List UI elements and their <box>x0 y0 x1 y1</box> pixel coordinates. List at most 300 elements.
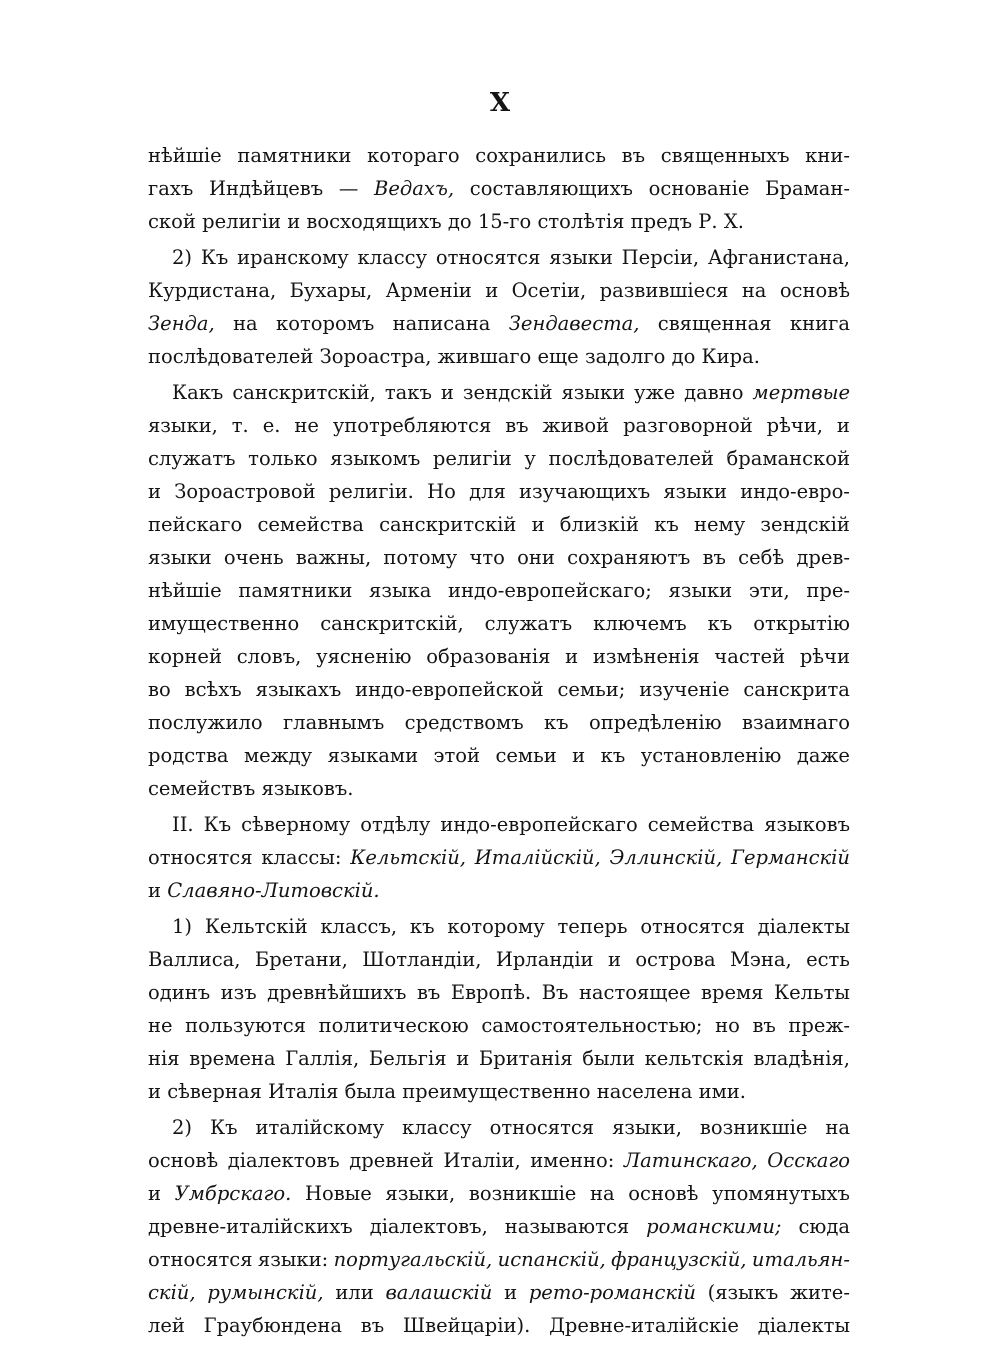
word: иранскому <box>237 246 349 269</box>
word: даже <box>796 744 850 767</box>
word: древ- <box>796 546 850 569</box>
word: языки, <box>385 1182 456 1205</box>
word: романскими; <box>646 1215 782 1238</box>
word: Курдистана, <box>148 279 277 302</box>
text-line <box>148 274 850 307</box>
word: живой <box>542 414 610 437</box>
word: Къ <box>200 246 229 269</box>
text-line <box>148 943 850 976</box>
word: лей <box>148 1314 185 1337</box>
word: Бельгія <box>368 1047 447 1070</box>
word: Какъ <box>172 381 224 404</box>
word: ской <box>148 210 196 233</box>
word: Кира. <box>701 345 760 368</box>
word: классы: <box>261 846 342 869</box>
text-line <box>148 574 850 607</box>
word: санскритскій <box>379 513 517 536</box>
word: языкомъ <box>330 447 421 470</box>
word: Италійскій, <box>474 846 601 869</box>
word: изъ <box>220 981 257 1004</box>
word: Европѣ. <box>450 981 532 1004</box>
word: корней <box>148 645 222 668</box>
word: священныхъ <box>660 144 790 167</box>
word: но <box>715 1014 740 1037</box>
word: Галлія, <box>285 1047 360 1070</box>
word: родства <box>148 744 229 767</box>
word: итальян- <box>751 1248 850 1271</box>
word: только <box>248 447 318 470</box>
text-line <box>148 640 850 673</box>
word: священная <box>657 312 772 335</box>
word: послужило <box>148 711 263 734</box>
word: Въ <box>541 981 569 1004</box>
text-line <box>148 307 850 340</box>
word: относятся <box>148 1248 253 1271</box>
text-line <box>148 376 850 409</box>
word: или <box>335 1281 374 1304</box>
word: семейства <box>647 813 755 836</box>
word: Р. <box>698 210 718 233</box>
word: называются <box>504 1215 630 1238</box>
word: въ <box>621 144 646 167</box>
word: Латинскаго, <box>623 1149 758 1172</box>
word: языки <box>663 480 728 503</box>
word: были <box>582 1047 635 1070</box>
word: пейскаго <box>148 513 243 536</box>
text-line <box>148 1177 850 1210</box>
word: относятся <box>435 246 541 269</box>
word: Германскій <box>731 846 850 869</box>
word: еще <box>537 345 579 368</box>
word: семействъ <box>148 777 256 800</box>
word: Бретани, <box>254 948 348 971</box>
word: эти, <box>748 579 790 602</box>
word: что <box>469 546 505 569</box>
text-line <box>148 874 850 907</box>
text-line <box>148 139 850 172</box>
word: санскрита <box>743 678 850 701</box>
word: нія <box>148 1047 180 1070</box>
word: Къ <box>203 813 232 836</box>
word: языки <box>549 246 613 269</box>
word: уясненію <box>316 645 412 668</box>
word: возникшіе <box>699 1116 808 1139</box>
word: индо-европейскаго <box>440 813 638 836</box>
text-line <box>148 475 850 508</box>
word: служатъ <box>484 612 573 635</box>
word: діалекты <box>757 1314 850 1337</box>
word: у <box>524 447 536 470</box>
text-line <box>148 607 850 640</box>
word: основѣ <box>779 279 850 302</box>
word: послѣдователей <box>548 447 714 470</box>
word: къ <box>654 513 679 536</box>
word: важны, <box>295 546 372 569</box>
word: къ <box>409 915 435 938</box>
word: Валлиса, <box>148 948 241 971</box>
word: 1) <box>172 915 193 938</box>
word: они <box>517 546 555 569</box>
word: которому <box>447 915 545 938</box>
word: есть <box>806 948 850 971</box>
word: религіи <box>432 447 512 470</box>
word: столѣтія <box>537 210 625 233</box>
word: браманской <box>726 447 850 470</box>
word: ими. <box>698 1080 746 1103</box>
word: относятся <box>640 915 745 938</box>
word: жите- <box>790 1281 850 1304</box>
word: діалектовъ, <box>369 1215 488 1238</box>
word: до <box>447 210 472 233</box>
word: не <box>148 1014 173 1037</box>
text-line <box>148 673 850 706</box>
word: древнѣйшихъ <box>267 981 407 1004</box>
word: индо-европейской <box>355 678 544 701</box>
word: Италія <box>268 1080 339 1103</box>
word: (языкъ <box>707 1281 779 1304</box>
word: религіи <box>202 210 281 233</box>
word: близкій <box>559 513 639 536</box>
word: Швейцаріи). <box>402 1314 531 1337</box>
text-line <box>148 409 850 442</box>
text-line <box>148 772 850 805</box>
word: главнымъ <box>282 711 385 734</box>
word: и <box>456 1047 470 1070</box>
word: основаніе <box>648 177 750 200</box>
word: и <box>287 210 301 233</box>
word: предъ <box>630 210 693 233</box>
word: языки, <box>148 414 218 437</box>
word: очень <box>223 546 284 569</box>
word: основѣ <box>148 1149 219 1172</box>
word: Кельты <box>773 981 850 1004</box>
word: употребляются <box>332 414 492 437</box>
word: классу <box>402 1116 472 1139</box>
word: II. <box>172 813 194 836</box>
word: до <box>671 345 696 368</box>
text-line <box>148 1276 850 1309</box>
word: и <box>485 279 499 302</box>
word: Индѣйцевъ <box>208 177 324 200</box>
text-line <box>148 340 850 373</box>
word: уже <box>634 381 676 404</box>
word: румынскій, <box>207 1281 324 1304</box>
word: Ирландіи <box>495 948 594 971</box>
text-line <box>148 508 850 541</box>
word: между <box>244 744 313 767</box>
word: Британія <box>478 1047 573 1070</box>
word: политическою <box>318 1014 469 1037</box>
word: которомъ <box>276 312 375 335</box>
word: испанскій, <box>497 1248 606 1271</box>
word: себѣ <box>738 546 785 569</box>
text-line <box>148 1111 850 1144</box>
word: была <box>344 1080 396 1103</box>
word: послѣдователей <box>148 345 314 368</box>
word: языковъ <box>764 813 850 836</box>
word: изучающихъ <box>519 480 651 503</box>
word: Новые <box>304 1182 372 1205</box>
word: развившіеся <box>599 279 729 302</box>
word: нему <box>694 513 746 536</box>
word: Арменіи <box>385 279 472 302</box>
word: преимущественно <box>402 1080 591 1103</box>
word: Зороастра, <box>319 345 432 368</box>
word: относятся <box>148 846 253 869</box>
word: валашскій <box>385 1281 493 1304</box>
word: такъ <box>384 381 432 404</box>
word: семейства <box>257 513 364 536</box>
word: рѣчи <box>799 645 850 668</box>
word: и <box>440 381 454 404</box>
word: Персіи, <box>621 246 700 269</box>
word: семьи <box>495 744 557 767</box>
word: Ведахъ, <box>374 177 455 200</box>
text-line <box>148 1144 850 1177</box>
text-line <box>148 739 850 772</box>
word: Италіи, <box>443 1149 521 1172</box>
word: Къ <box>210 1116 238 1139</box>
text-line <box>148 1243 850 1276</box>
text-line <box>148 706 850 739</box>
word: индо-евро- <box>740 480 850 503</box>
word: нѣйшіе <box>148 144 222 167</box>
word: относятся <box>489 1116 595 1139</box>
word: во <box>148 678 171 701</box>
word: Браман- <box>765 177 850 200</box>
word: санскритскій, <box>320 612 464 635</box>
word: Умбрскаго. <box>174 1182 292 1205</box>
word: разговорной <box>623 414 753 437</box>
word: зендскій <box>462 381 553 404</box>
word: имущественно <box>148 612 300 635</box>
word: Х. <box>723 210 744 233</box>
word: и <box>148 1080 161 1103</box>
text-line <box>148 1309 850 1342</box>
word: древней <box>349 1149 434 1172</box>
word: — <box>338 177 359 200</box>
word: на <box>233 312 258 335</box>
word: служатъ <box>148 447 236 470</box>
word: языки <box>148 546 212 569</box>
word: упомянутыхъ <box>712 1182 850 1205</box>
word: населена <box>596 1080 693 1103</box>
word: въ <box>360 1314 385 1337</box>
word: частей <box>714 645 786 668</box>
word: Бухары, <box>289 279 373 302</box>
word: Зенда, <box>148 312 215 335</box>
word: и <box>148 480 161 503</box>
text-line <box>148 808 850 841</box>
text-line <box>148 910 850 943</box>
word: образованія <box>426 645 551 668</box>
word: къ <box>600 744 626 767</box>
word: языки: <box>257 1248 329 1271</box>
word: въ <box>505 414 529 437</box>
word: время <box>701 981 764 1004</box>
page-number: X <box>489 88 511 118</box>
word: Зороастровой <box>174 480 316 503</box>
word: рѣчи, <box>766 414 823 437</box>
word: владѣнія, <box>753 1047 850 1070</box>
word: Славяно-Литовскій. <box>167 879 380 902</box>
word: діалектовъ <box>227 1149 340 1172</box>
word: преж- <box>788 1014 850 1037</box>
word: Кельтскій, <box>350 846 466 869</box>
word: и <box>504 1281 518 1304</box>
word: е. <box>262 414 281 437</box>
word: ключемъ <box>593 612 687 635</box>
word: книга <box>789 312 850 335</box>
word: давно <box>684 381 744 404</box>
word: рето-романскій <box>528 1281 696 1304</box>
word: составляющихъ <box>469 177 633 200</box>
word: Древне-италійскіе <box>549 1314 739 1337</box>
word: Осетіи, <box>511 279 587 302</box>
word: санскритскій, <box>232 381 376 404</box>
text-line <box>148 541 850 574</box>
word: открытію <box>753 612 850 635</box>
word: и <box>565 645 579 668</box>
word: мертвые <box>752 381 850 404</box>
word: семьи; <box>557 678 626 701</box>
word: и <box>607 948 621 971</box>
word: возникшіе <box>468 1182 577 1205</box>
word: взаимнаго <box>742 711 850 734</box>
word: отдѣлу <box>360 813 431 836</box>
word: сохраняютъ <box>567 546 691 569</box>
word: Осскаго <box>767 1149 850 1172</box>
page-text <box>148 139 850 1342</box>
word: языки <box>668 579 733 602</box>
word: изученіе <box>639 678 730 701</box>
word: памятники <box>237 144 352 167</box>
word: задолго <box>584 345 666 368</box>
word: зендскій <box>760 513 850 536</box>
word: діалекты <box>757 915 850 938</box>
word: одинъ <box>148 981 211 1004</box>
word: и <box>531 513 545 536</box>
text-line <box>148 172 850 205</box>
word: къ <box>543 711 569 734</box>
word: жившаго <box>437 345 532 368</box>
text-line <box>148 1210 850 1243</box>
word: теперь <box>557 915 628 938</box>
word: въ <box>752 1014 776 1037</box>
word: сохранились <box>475 144 606 167</box>
word: котораго <box>367 144 460 167</box>
word: т. <box>231 414 249 437</box>
word: Зендавеста, <box>508 312 640 335</box>
text-line <box>148 841 850 874</box>
word: измѣненія <box>592 645 700 668</box>
word: на <box>741 279 767 302</box>
word: классъ, <box>320 915 398 938</box>
word: языками <box>327 744 419 767</box>
word: словъ, <box>236 645 302 668</box>
word: сюда <box>798 1215 850 1238</box>
word: средствомъ <box>404 711 524 734</box>
word: и <box>148 879 161 902</box>
word: сѣверному <box>241 813 351 836</box>
word: къ <box>707 612 733 635</box>
word: и <box>148 1182 161 1205</box>
word: Эллинскій, <box>609 846 723 869</box>
word: религіи. <box>328 480 414 503</box>
text-line <box>148 1075 850 1108</box>
word: языки <box>561 381 626 404</box>
word: острова <box>635 948 716 971</box>
word: опредѣленію <box>588 711 722 734</box>
word: сѣверная <box>167 1080 262 1103</box>
text-line <box>148 241 850 274</box>
word: гахъ <box>148 177 194 200</box>
word: установленію <box>640 744 782 767</box>
word: древне-италійскихъ <box>148 1215 353 1238</box>
text-line <box>148 442 850 475</box>
word: Кельтскій <box>204 915 308 938</box>
word: португальскій, <box>333 1248 493 1271</box>
word: времена <box>189 1047 276 1070</box>
word: потому <box>383 546 458 569</box>
word: 2) <box>172 1116 193 1139</box>
word: пользуются <box>185 1014 306 1037</box>
word: самостоятельностью; <box>481 1014 703 1037</box>
word: Афганистана, <box>707 246 850 269</box>
word: 2) <box>172 246 193 269</box>
word: италійскому <box>255 1116 385 1139</box>
word: языковъ. <box>261 777 354 800</box>
word: написана <box>392 312 491 335</box>
word: французскій, <box>611 1248 747 1271</box>
word: памятники <box>238 579 353 602</box>
text-line <box>148 1009 850 1042</box>
word: настоящее <box>578 981 691 1004</box>
word: именно: <box>530 1149 615 1172</box>
word: на <box>825 1116 850 1139</box>
word: въ <box>416 981 441 1004</box>
word: не <box>294 414 319 437</box>
word: кельтскія <box>644 1047 744 1070</box>
word: скій, <box>148 1281 196 1304</box>
word: классу <box>357 246 428 269</box>
word: языка <box>369 579 432 602</box>
word: въ <box>702 546 726 569</box>
word: восходящихъ <box>306 210 442 233</box>
word: Но <box>427 480 456 503</box>
word: 15-го <box>477 210 532 233</box>
word: этой <box>433 744 480 767</box>
word: индо-европейскаго; <box>447 579 652 602</box>
text-line <box>148 1042 850 1075</box>
word: пре- <box>806 579 850 602</box>
word: основѣ <box>628 1182 699 1205</box>
text-line <box>148 205 850 238</box>
word: и <box>572 744 586 767</box>
word: Шотландіи, <box>362 948 482 971</box>
word: для <box>469 480 506 503</box>
word: всѣхъ <box>184 678 242 701</box>
word: и <box>836 414 850 437</box>
word: языки, <box>612 1116 682 1139</box>
word: нѣйшіе <box>148 579 222 602</box>
word: Граубюндена <box>203 1314 343 1337</box>
word: языкахъ <box>255 678 342 701</box>
word: на <box>590 1182 615 1205</box>
word: кни- <box>805 144 850 167</box>
text-line <box>148 976 850 1009</box>
word: Мэна, <box>729 948 792 971</box>
